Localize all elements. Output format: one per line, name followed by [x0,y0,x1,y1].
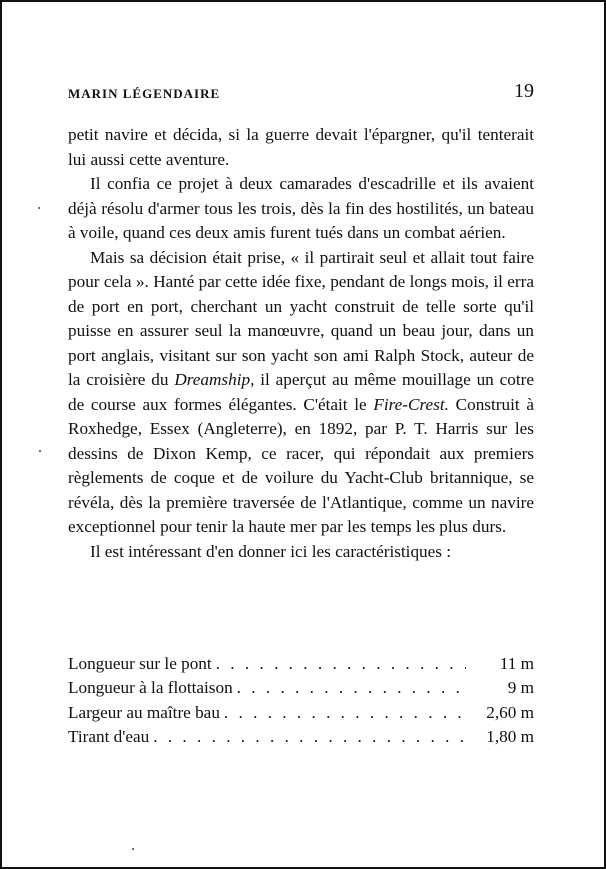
spec-value: 1,80 m [486,726,534,746]
spec-row [68,701,534,725]
paragraph [68,246,534,540]
text-run: Il est intéressant d'en donner ici les caractéristiques : [90,541,452,561]
text-run: Construit à Roxhedge, Essex (Angleterre), en 1892, par P. T. Harris sur les dessins de Dixon Kemp, ce racer, qui répondait aux premiers règlements de coque et de voilure du Yacht-Club britannique, se révéla, dès la première traversée de l'Atlantique, comme un navire exceptionnel pour tenir la haute mer par les temps les plus durs. [68,394,534,536]
spec-label: Longueur sur le pont [68,654,212,673]
spec-row [68,725,534,749]
ship-name-fire-crest: Fire-Crest. [373,394,449,414]
spec-label: Tirant d'eau [68,726,150,746]
spec-value: 2,60 m [486,702,534,722]
text-run: Mais sa décision était prise, « il partirait seul et allait tout faire pour cela ». Hanté par cette idée fixe, pendant de longs mois, il erra de port en port, cherchant un yacht construit de telle sorte qu'il puisse en assurer seul la manœuvre, quand un beau jour, dans un port anglais, visitant sur son yacht son ami Ralph Stock, auteur de la croisière du [68,247,534,389]
spec-value: 9 m [507,678,534,698]
page-header [68,80,534,106]
scan-speck [39,450,41,452]
paragraph [68,540,534,565]
spec-row [68,652,534,676]
spec-label: Largeur au maître bau [68,702,220,722]
scan-speck [38,207,40,209]
paragraph [68,172,534,246]
spec-label: Longueur à la flottaison [68,678,233,698]
text-run: il aperçut au même mouillage un cotre de course aux formes élégantes. C'était le [68,370,534,414]
text-run: Il confia ce projet à deux camarades d'escadrille et ils avaient déjà résolu d'armer tous les trois, dès la fin des hostilités, un bateau à voile, quand ces deux amis furent tués dans un combat aérien. [68,174,534,242]
leader-dots [153,725,466,749]
leader-dots [237,676,466,700]
body-text [68,123,534,564]
leader-dots [224,701,466,725]
specifications-list [68,652,534,749]
spec-value: 11 m [499,654,534,673]
leader-dots [216,652,466,676]
spec-row [68,676,534,700]
text-run: petit navire et décida, si la guerre devait l'épargner, qu'il tenterait lui aussi cette aventure. [68,125,534,169]
page-number: 19 [514,80,534,102]
running-head: MARIN LÉGENDAIRE [68,86,221,101]
scan-speck [132,848,134,850]
paragraph [68,123,534,172]
ship-name-dreamship: Dreamship, [174,370,255,389]
